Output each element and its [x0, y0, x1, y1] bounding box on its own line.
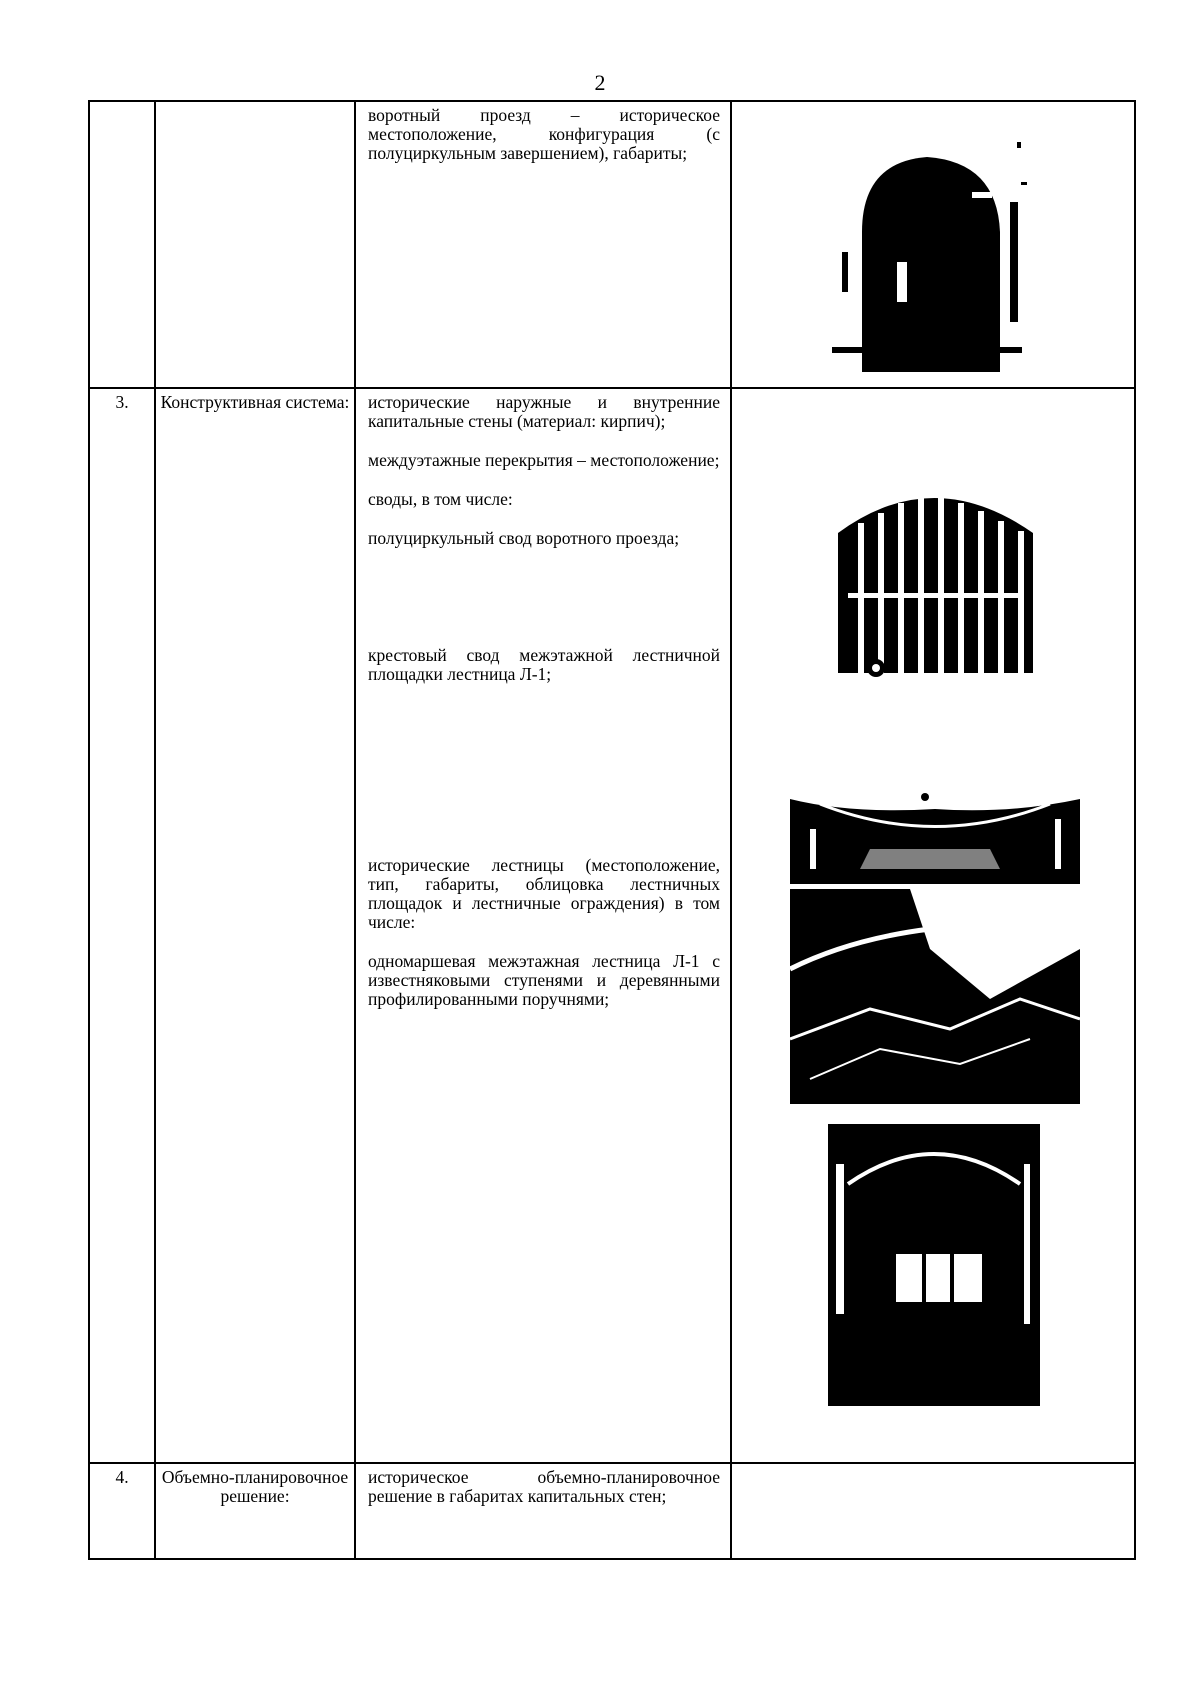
protection-subject-table — [88, 100, 1136, 1560]
row-photos — [731, 388, 1135, 1463]
row-photos — [731, 1463, 1135, 1559]
row-description — [355, 101, 731, 388]
description-item: воротный проезд – историческое местоположение, конфигурация (с полуциркульным завершением), габариты; — [368, 105, 720, 163]
description-item: одномаршевая межэтажная лестница Л-1 с известняковыми ступенями и деревянными профилированными поручнями; — [368, 951, 720, 1009]
description-item: крестовый свод межэтажной лестничной площадки лестница Л-1; — [368, 645, 720, 684]
table-row — [89, 101, 1135, 388]
table-row — [89, 388, 1135, 1463]
row-element-name — [155, 101, 355, 388]
description-item: своды, в том числе: — [368, 489, 513, 509]
row-number — [89, 101, 155, 388]
row-photos — [731, 101, 1135, 388]
photo-gate-arch — [822, 142, 1032, 372]
row-number: 4. — [89, 1463, 155, 1559]
row-description — [355, 388, 731, 1463]
photo-staircase — [790, 889, 1080, 1104]
row-description — [355, 1463, 731, 1559]
row-number: 3. — [89, 388, 155, 1463]
description-item: исторические наружные и внутренние капитальные стены (материал: кирпич); — [368, 392, 720, 431]
page-number: 2 — [594, 70, 606, 95]
table-row — [89, 1463, 1135, 1559]
description-item: полуциркульный свод воротного проезда; — [368, 528, 680, 548]
description-item: историческое объемно-планировочное решение в габаритах капитальных стен; — [368, 1467, 720, 1506]
photo-cross-vault — [790, 789, 1080, 884]
photo-stair-landing — [828, 1124, 1040, 1406]
row-element-name: Объемно-планировочное решение: — [155, 1463, 355, 1559]
description-item: междуэтажные перекрытия – местоположение; — [368, 450, 720, 470]
photo-semicircular-vault — [828, 473, 1042, 683]
row-element-name: Конструктивная система: — [155, 388, 355, 1463]
description-item: исторические лестницы (местоположение, тип, габариты, облицовка лестничных площадок и лестничные ограждения) в том числе: — [368, 855, 720, 932]
